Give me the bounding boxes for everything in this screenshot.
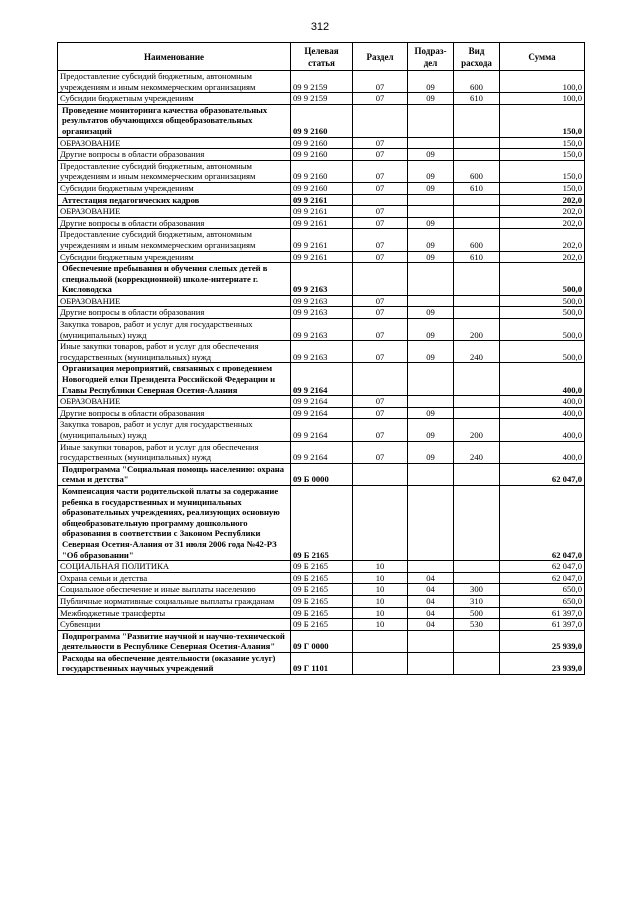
cell-expense-type: 240 <box>454 441 500 463</box>
cell-section: 07 <box>353 407 408 419</box>
cell-section: 10 <box>353 561 408 573</box>
cell-subsection <box>408 363 454 396</box>
cell-article: 09 9 2160 <box>291 160 353 182</box>
cell-subsection: 09 <box>408 93 454 105</box>
cell-name: Иные закупки товаров, работ и услуг для обеспечения государственных (муниципальных) нужд <box>58 441 291 463</box>
cell-subsection: 09 <box>408 217 454 229</box>
cell-section: 10 <box>353 572 408 584</box>
cell-section: 07 <box>353 341 408 363</box>
table-row <box>58 319 585 341</box>
cell-expense-type <box>454 407 500 419</box>
cell-subsection <box>408 630 454 652</box>
cell-article: 09 9 2160 <box>291 104 353 137</box>
cell-amount: 500,0 <box>500 263 585 296</box>
cell-subsection: 09 <box>408 419 454 441</box>
cell-subsection <box>408 295 454 307</box>
cell-section: 07 <box>353 441 408 463</box>
cell-section: 07 <box>353 182 408 194</box>
cell-amount: 23 939,0 <box>500 652 585 674</box>
cell-expense-type <box>454 263 500 296</box>
table-row <box>58 263 585 296</box>
cell-subsection <box>408 463 454 485</box>
cell-article: 09 Г 1101 <box>291 652 353 674</box>
cell-name: Другие вопросы в области образования <box>58 217 291 229</box>
table-row <box>58 463 585 485</box>
cell-section <box>353 485 408 560</box>
cell-article: 09 9 2161 <box>291 206 353 218</box>
table-row <box>58 607 585 619</box>
cell-name: ОБРАЗОВАНИЕ <box>58 396 291 408</box>
cell-article: 09 9 2161 <box>291 229 353 251</box>
table-row <box>58 217 585 229</box>
cell-article: 09 Б 2165 <box>291 485 353 560</box>
cell-section: 07 <box>353 206 408 218</box>
cell-amount: 202,0 <box>500 217 585 229</box>
cell-section <box>353 263 408 296</box>
table-row <box>58 561 585 573</box>
cell-amount: 202,0 <box>500 251 585 263</box>
cell-article: 09 9 2163 <box>291 319 353 341</box>
cell-section: 07 <box>353 137 408 149</box>
table-row <box>58 341 585 363</box>
cell-amount: 400,0 <box>500 363 585 396</box>
cell-name: ОБРАЗОВАНИЕ <box>58 137 291 149</box>
cell-article: 09 9 2163 <box>291 341 353 363</box>
cell-article: 09 Б 2165 <box>291 572 353 584</box>
cell-expense-type: 600 <box>454 71 500 93</box>
cell-expense-type: 610 <box>454 251 500 263</box>
cell-amount: 500,0 <box>500 295 585 307</box>
cell-expense-type: 200 <box>454 319 500 341</box>
cell-name: ОБРАЗОВАНИЕ <box>58 295 291 307</box>
column-header-amount: Сумма <box>500 43 585 71</box>
cell-name: ОБРАЗОВАНИЕ <box>58 206 291 218</box>
cell-name: СОЦИАЛЬНАЯ ПОЛИТИКА <box>58 561 291 573</box>
cell-name: Организация мероприятий, связанных с проведением Новогодней елки Президента Российской Федерации и Главы Республики Северная Осетия-Алания <box>58 363 291 396</box>
cell-amount: 62 047,0 <box>500 572 585 584</box>
cell-amount: 150,0 <box>500 160 585 182</box>
cell-amount: 62 047,0 <box>500 561 585 573</box>
cell-subsection: 09 <box>408 182 454 194</box>
cell-expense-type <box>454 307 500 319</box>
cell-name: Расходы на обеспечение деятельности (оказание услуг) государственных научных учреждений <box>58 652 291 674</box>
cell-article: 09 9 2164 <box>291 441 353 463</box>
cell-name: Подпрограмма "Развитие научной и научно-технической деятельности в Республике Северная Осетия-Алания" <box>58 630 291 652</box>
cell-subsection: 09 <box>408 441 454 463</box>
cell-name: Компенсация части родительской платы за содержание ребенка в государственных и муниципальных образовательных учреждениях, реализующих основную общеобразовательную программу дошкольного образования в соответствии с Законом Республики Северная Осетия-Алания от 31 июля 2006 года №42-РЗ "Об образовании" <box>58 485 291 560</box>
cell-name: Аттестация педагогических кадров <box>58 194 291 206</box>
cell-expense-type <box>454 295 500 307</box>
cell-section <box>353 194 408 206</box>
cell-subsection: 09 <box>408 149 454 161</box>
cell-amount: 62 047,0 <box>500 485 585 560</box>
cell-amount: 100,0 <box>500 71 585 93</box>
cell-section: 07 <box>353 396 408 408</box>
cell-name: Предоставление субсидий бюджетным, автономным учреждениям и иным некоммерческим организациям <box>58 71 291 93</box>
cell-expense-type <box>454 396 500 408</box>
cell-section: 10 <box>353 619 408 631</box>
table-row <box>58 137 585 149</box>
cell-subsection: 04 <box>408 572 454 584</box>
cell-section: 07 <box>353 149 408 161</box>
cell-name: Субвенции <box>58 619 291 631</box>
cell-subsection: 09 <box>408 307 454 319</box>
cell-amount: 500,0 <box>500 341 585 363</box>
cell-section <box>353 630 408 652</box>
cell-section: 10 <box>353 607 408 619</box>
cell-article: 09 Б 2165 <box>291 561 353 573</box>
cell-name: Социальное обеспечение и иные выплаты населению <box>58 584 291 596</box>
budget-table <box>57 42 585 675</box>
cell-name: Предоставление субсидий бюджетным, автономным учреждениям и иным некоммерческим организациям <box>58 229 291 251</box>
table-row <box>58 595 585 607</box>
table-row <box>58 584 585 596</box>
cell-article: 09 9 2160 <box>291 182 353 194</box>
cell-amount: 150,0 <box>500 137 585 149</box>
cell-article: 09 9 2164 <box>291 363 353 396</box>
cell-name: Закупка товаров, работ и услуг для государственных (муниципальных) нужд <box>58 419 291 441</box>
cell-subsection <box>408 206 454 218</box>
column-header-name: Наименование <box>58 43 291 71</box>
cell-name: Другие вопросы в области образования <box>58 407 291 419</box>
table-row <box>58 441 585 463</box>
cell-article: 09 Б 2165 <box>291 619 353 631</box>
cell-article: 09 9 2163 <box>291 263 353 296</box>
column-header-subsection: Подраз-дел <box>408 43 454 71</box>
cell-subsection: 09 <box>408 229 454 251</box>
table-row <box>58 149 585 161</box>
cell-expense-type: 530 <box>454 619 500 631</box>
cell-expense-type <box>454 463 500 485</box>
cell-name: Публичные нормативные социальные выплаты гражданам <box>58 595 291 607</box>
table-row <box>58 104 585 137</box>
table-row <box>58 485 585 560</box>
cell-name: Охрана семьи и детства <box>58 572 291 584</box>
cell-section: 10 <box>353 595 408 607</box>
cell-section: 07 <box>353 319 408 341</box>
cell-section <box>353 363 408 396</box>
cell-section: 07 <box>353 93 408 105</box>
cell-section: 07 <box>353 307 408 319</box>
cell-expense-type: 200 <box>454 419 500 441</box>
cell-amount: 150,0 <box>500 104 585 137</box>
cell-subsection <box>408 104 454 137</box>
cell-amount: 500,0 <box>500 307 585 319</box>
cell-expense-type <box>454 104 500 137</box>
cell-amount: 202,0 <box>500 229 585 251</box>
cell-subsection: 09 <box>408 71 454 93</box>
table-row <box>58 194 585 206</box>
cell-expense-type <box>454 137 500 149</box>
cell-subsection <box>408 485 454 560</box>
cell-subsection: 09 <box>408 160 454 182</box>
cell-name: Субсидии бюджетным учреждениям <box>58 182 291 194</box>
cell-article: 09 Б 2165 <box>291 584 353 596</box>
cell-amount: 650,0 <box>500 584 585 596</box>
table-row <box>58 396 585 408</box>
cell-name: Предоставление субсидий бюджетным, автономным учреждениям и иным некоммерческим организациям <box>58 160 291 182</box>
table-row <box>58 363 585 396</box>
cell-section: 07 <box>353 217 408 229</box>
column-header-article: Целевая статья <box>291 43 353 71</box>
table-row <box>58 93 585 105</box>
cell-subsection <box>408 561 454 573</box>
cell-subsection <box>408 396 454 408</box>
column-header-expense-type: Вид расхода <box>454 43 500 71</box>
cell-section <box>353 652 408 674</box>
cell-name: Проведение мониторинга качества образовательных результатов обучающихся общеобразовательных организаций <box>58 104 291 137</box>
table-body <box>58 71 585 675</box>
column-header-section: Раздел <box>353 43 408 71</box>
table-row <box>58 619 585 631</box>
cell-amount: 61 397,0 <box>500 607 585 619</box>
cell-section: 07 <box>353 419 408 441</box>
table-row <box>58 419 585 441</box>
table-row <box>58 71 585 93</box>
cell-expense-type: 310 <box>454 595 500 607</box>
cell-article: 09 Б 0000 <box>291 463 353 485</box>
cell-subsection: 04 <box>408 607 454 619</box>
table-row <box>58 652 585 674</box>
cell-expense-type: 610 <box>454 182 500 194</box>
cell-expense-type: 240 <box>454 341 500 363</box>
cell-article: 09 9 2161 <box>291 194 353 206</box>
cell-expense-type <box>454 485 500 560</box>
table-header-row <box>58 43 585 71</box>
table-row <box>58 307 585 319</box>
cell-article: 09 Г 0000 <box>291 630 353 652</box>
cell-article: 09 9 2164 <box>291 396 353 408</box>
cell-amount: 202,0 <box>500 206 585 218</box>
cell-subsection: 04 <box>408 584 454 596</box>
cell-name: Подпрограмма "Социальная помощь населению: охрана семьи и детства" <box>58 463 291 485</box>
cell-section: 07 <box>353 251 408 263</box>
cell-article: 09 9 2161 <box>291 251 353 263</box>
table-row <box>58 630 585 652</box>
cell-expense-type <box>454 630 500 652</box>
cell-name: Субсидии бюджетным учреждениям <box>58 251 291 263</box>
cell-amount: 400,0 <box>500 407 585 419</box>
cell-amount: 202,0 <box>500 194 585 206</box>
cell-name: Субсидии бюджетным учреждениям <box>58 93 291 105</box>
cell-expense-type <box>454 561 500 573</box>
table-row <box>58 206 585 218</box>
cell-article: 09 9 2164 <box>291 419 353 441</box>
table-row <box>58 572 585 584</box>
cell-subsection <box>408 652 454 674</box>
cell-expense-type: 500 <box>454 607 500 619</box>
cell-expense-type <box>454 149 500 161</box>
cell-section <box>353 463 408 485</box>
cell-amount: 150,0 <box>500 182 585 194</box>
page-number: 312 <box>310 21 330 33</box>
cell-name: Обеспечение пребывания и обучения слепых детей в специальной (коррекционной) школе-интернате г. Кисловодска <box>58 263 291 296</box>
cell-article: 09 9 2161 <box>291 217 353 229</box>
cell-amount: 61 397,0 <box>500 619 585 631</box>
cell-name: Другие вопросы в области образования <box>58 149 291 161</box>
cell-section <box>353 104 408 137</box>
cell-article: 09 9 2163 <box>291 295 353 307</box>
table-row <box>58 407 585 419</box>
cell-amount: 150,0 <box>500 149 585 161</box>
cell-section: 07 <box>353 229 408 251</box>
cell-subsection <box>408 194 454 206</box>
cell-subsection: 04 <box>408 595 454 607</box>
cell-expense-type: 600 <box>454 229 500 251</box>
cell-name: Иные закупки товаров, работ и услуг для обеспечения государственных (муниципальных) нужд <box>58 341 291 363</box>
cell-article: 09 Б 2165 <box>291 595 353 607</box>
cell-section: 07 <box>353 295 408 307</box>
cell-amount: 500,0 <box>500 319 585 341</box>
cell-expense-type: 300 <box>454 584 500 596</box>
cell-section: 07 <box>353 71 408 93</box>
cell-expense-type: 610 <box>454 93 500 105</box>
table-row <box>58 160 585 182</box>
cell-amount: 25 939,0 <box>500 630 585 652</box>
cell-subsection: 09 <box>408 341 454 363</box>
cell-amount: 400,0 <box>500 419 585 441</box>
table-row <box>58 295 585 307</box>
table-row <box>58 229 585 251</box>
cell-article: 09 9 2159 <box>291 93 353 105</box>
cell-amount: 650,0 <box>500 595 585 607</box>
cell-amount: 62 047,0 <box>500 463 585 485</box>
cell-name: Другие вопросы в области образования <box>58 307 291 319</box>
cell-article: 09 9 2163 <box>291 307 353 319</box>
cell-article: 09 9 2160 <box>291 137 353 149</box>
cell-name: Межбюджетные трансферты <box>58 607 291 619</box>
cell-expense-type <box>454 363 500 396</box>
cell-expense-type <box>454 572 500 584</box>
cell-expense-type <box>454 194 500 206</box>
cell-article: 09 9 2164 <box>291 407 353 419</box>
cell-article: 09 9 2159 <box>291 71 353 93</box>
cell-expense-type <box>454 217 500 229</box>
cell-name: Закупка товаров, работ и услуг для государственных (муниципальных) нужд <box>58 319 291 341</box>
table-row <box>58 251 585 263</box>
cell-expense-type: 600 <box>454 160 500 182</box>
cell-section: 07 <box>353 160 408 182</box>
cell-subsection: 09 <box>408 251 454 263</box>
cell-subsection: 09 <box>408 407 454 419</box>
cell-expense-type <box>454 652 500 674</box>
cell-expense-type <box>454 206 500 218</box>
cell-subsection <box>408 263 454 296</box>
cell-amount: 400,0 <box>500 396 585 408</box>
cell-subsection: 09 <box>408 319 454 341</box>
cell-article: 09 Б 2165 <box>291 607 353 619</box>
table-row <box>58 182 585 194</box>
cell-subsection: 04 <box>408 619 454 631</box>
cell-amount: 400,0 <box>500 441 585 463</box>
cell-subsection <box>408 137 454 149</box>
cell-section: 10 <box>353 584 408 596</box>
cell-amount: 100,0 <box>500 93 585 105</box>
cell-article: 09 9 2160 <box>291 149 353 161</box>
